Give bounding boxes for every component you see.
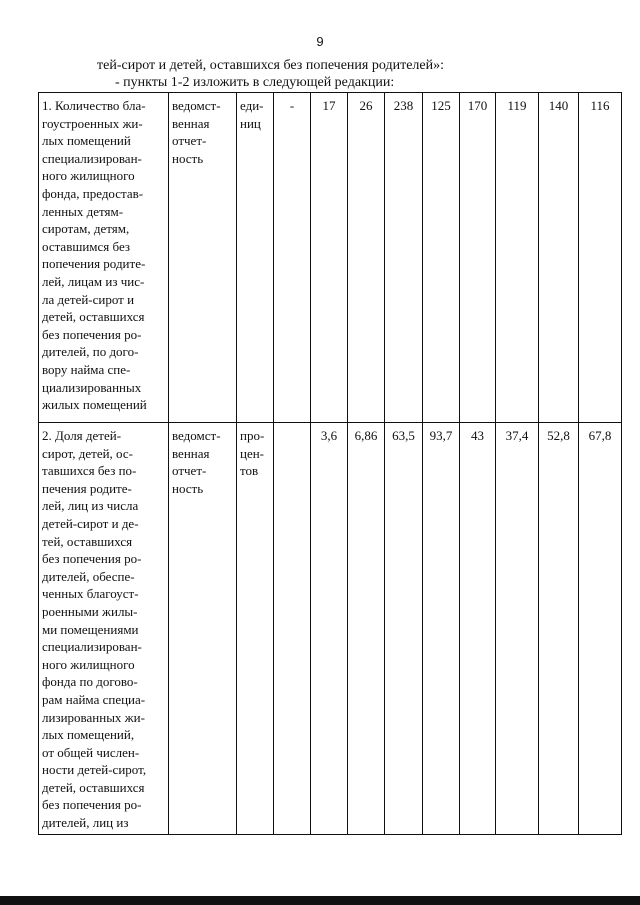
indicator-name-line: вору найма спе- [42,361,131,377]
year-value: 63,5 [385,423,423,835]
indicator-name-line: лых помещений [42,133,131,149]
base-value: - [274,93,311,423]
indicator-name-line: детей, оставшихся [42,309,145,325]
indicator-name-line: фонда по догово- [42,674,138,690]
indicator-name-line: дителей, по дого- [42,344,139,360]
indicator-name-line: лей, лиц из числа [42,498,139,514]
year-value: 6,86 [348,423,385,835]
year-value: 37,4 [496,423,539,835]
indicator-name-line: циализированных [42,379,142,395]
indicator-name [39,423,169,835]
unit-of-measure-line: тов [240,463,259,479]
year-value: 3,6 [311,423,348,835]
indicator-name-line: лей, лицам из чис- [42,273,145,289]
indicator-name [39,93,169,423]
indicator-name-line: дителей, обеспе- [42,568,135,584]
data-source-line: ведомст- [172,428,221,443]
indicator-name-line: роенными жилы- [42,603,138,619]
unit-of-measure-line: еди- [240,98,264,113]
data-source-line: отчет- [172,133,207,149]
year-value: 116 [579,93,622,423]
year-value: 93,7 [423,423,460,835]
indicator-name-line: ми помещениями [42,621,139,637]
indicator-name-line: от общей числен- [42,744,140,760]
base-value [274,423,311,835]
unit-of-measure [237,93,274,423]
year-value: 238 [385,93,423,423]
data-source-line: ность [172,150,204,166]
indicator-name-line: рам найма специа- [42,691,146,707]
bottom-edge [0,896,640,905]
indicator-name-line: 1. Количество бла- [42,98,146,113]
indicator-name-line: специализирован- [42,639,142,655]
indicator-name-line: ного жилищного [42,168,135,184]
indicator-name-line: печения родите- [42,480,132,496]
year-value: 119 [496,93,539,423]
year-value: 52,8 [539,423,579,835]
indicator-name-line: фонда, предостав- [42,185,144,201]
year-value: 43 [460,423,496,835]
unit-of-measure [237,423,274,835]
unit-of-measure-line: про- [240,428,265,443]
indicator-name-line: дителей, лиц из [42,815,129,831]
indicator-name-line: сирот, детей, ос- [42,445,133,461]
data-source-line: отчет- [172,463,207,479]
page-number: 9 [316,34,324,49]
year-value: 17 [311,93,348,423]
year-value: 26 [348,93,385,423]
table-row [39,93,622,423]
data-source [169,423,237,835]
data-source [169,93,237,423]
indicator-name-line: тавшихся без по- [42,463,137,479]
indicator-name-line: 2. Доля детей- [42,428,122,443]
indicator-name-line: лых помещений, [42,727,135,743]
indicator-name-line: детей, оставшихся [42,779,145,795]
indicator-name-line: ности детей-сирот, [42,762,147,778]
indicator-name-line: ла детей-сирот и [42,291,135,307]
year-value: 125 [423,93,460,423]
indicator-name-line: лизированных жи- [42,709,145,725]
indicator-name-line: гоустроенных жи- [42,115,143,131]
indicator-name-line: ленных детям- [42,203,124,219]
indicator-name-line: без попечения ро- [42,797,142,813]
data-source-line: ведомст- [172,98,221,113]
table-row [39,423,622,835]
year-value: 170 [460,93,496,423]
unit-of-measure-line: ниц [240,115,261,131]
indicators-table [38,92,622,835]
indicator-name-line: детей-сирот и де- [42,515,139,531]
data-source-line: ность [172,480,204,496]
data-source-line: венная [172,445,210,461]
year-value: 140 [539,93,579,423]
indicator-name-line: попечения родите- [42,256,146,272]
indicator-name-line: оставшимся без [42,238,131,254]
unit-of-measure-line: цен- [240,445,265,461]
year-value: 67,8 [579,423,622,835]
indicator-name-line: ченных благоуст- [42,586,139,602]
intro-line-2: - пункты 1-2 изложить в следующей редакции: [115,75,395,90]
indicator-name-line: ного жилищного [42,656,135,672]
indicator-name-line: специализирован- [42,150,142,166]
indicator-name-line: жилых помещений [42,397,147,413]
indicator-name-line: без попечения ро- [42,551,142,567]
indicator-name-line: сиротам, детям, [42,221,130,237]
data-source-line: венная [172,115,210,131]
indicator-name-line: без попечения ро- [42,326,142,342]
intro-line-1: тей-сирот и детей, оставшихся без попечения родителей»: [97,58,444,73]
indicator-name-line: тей, оставшихся [42,533,133,549]
